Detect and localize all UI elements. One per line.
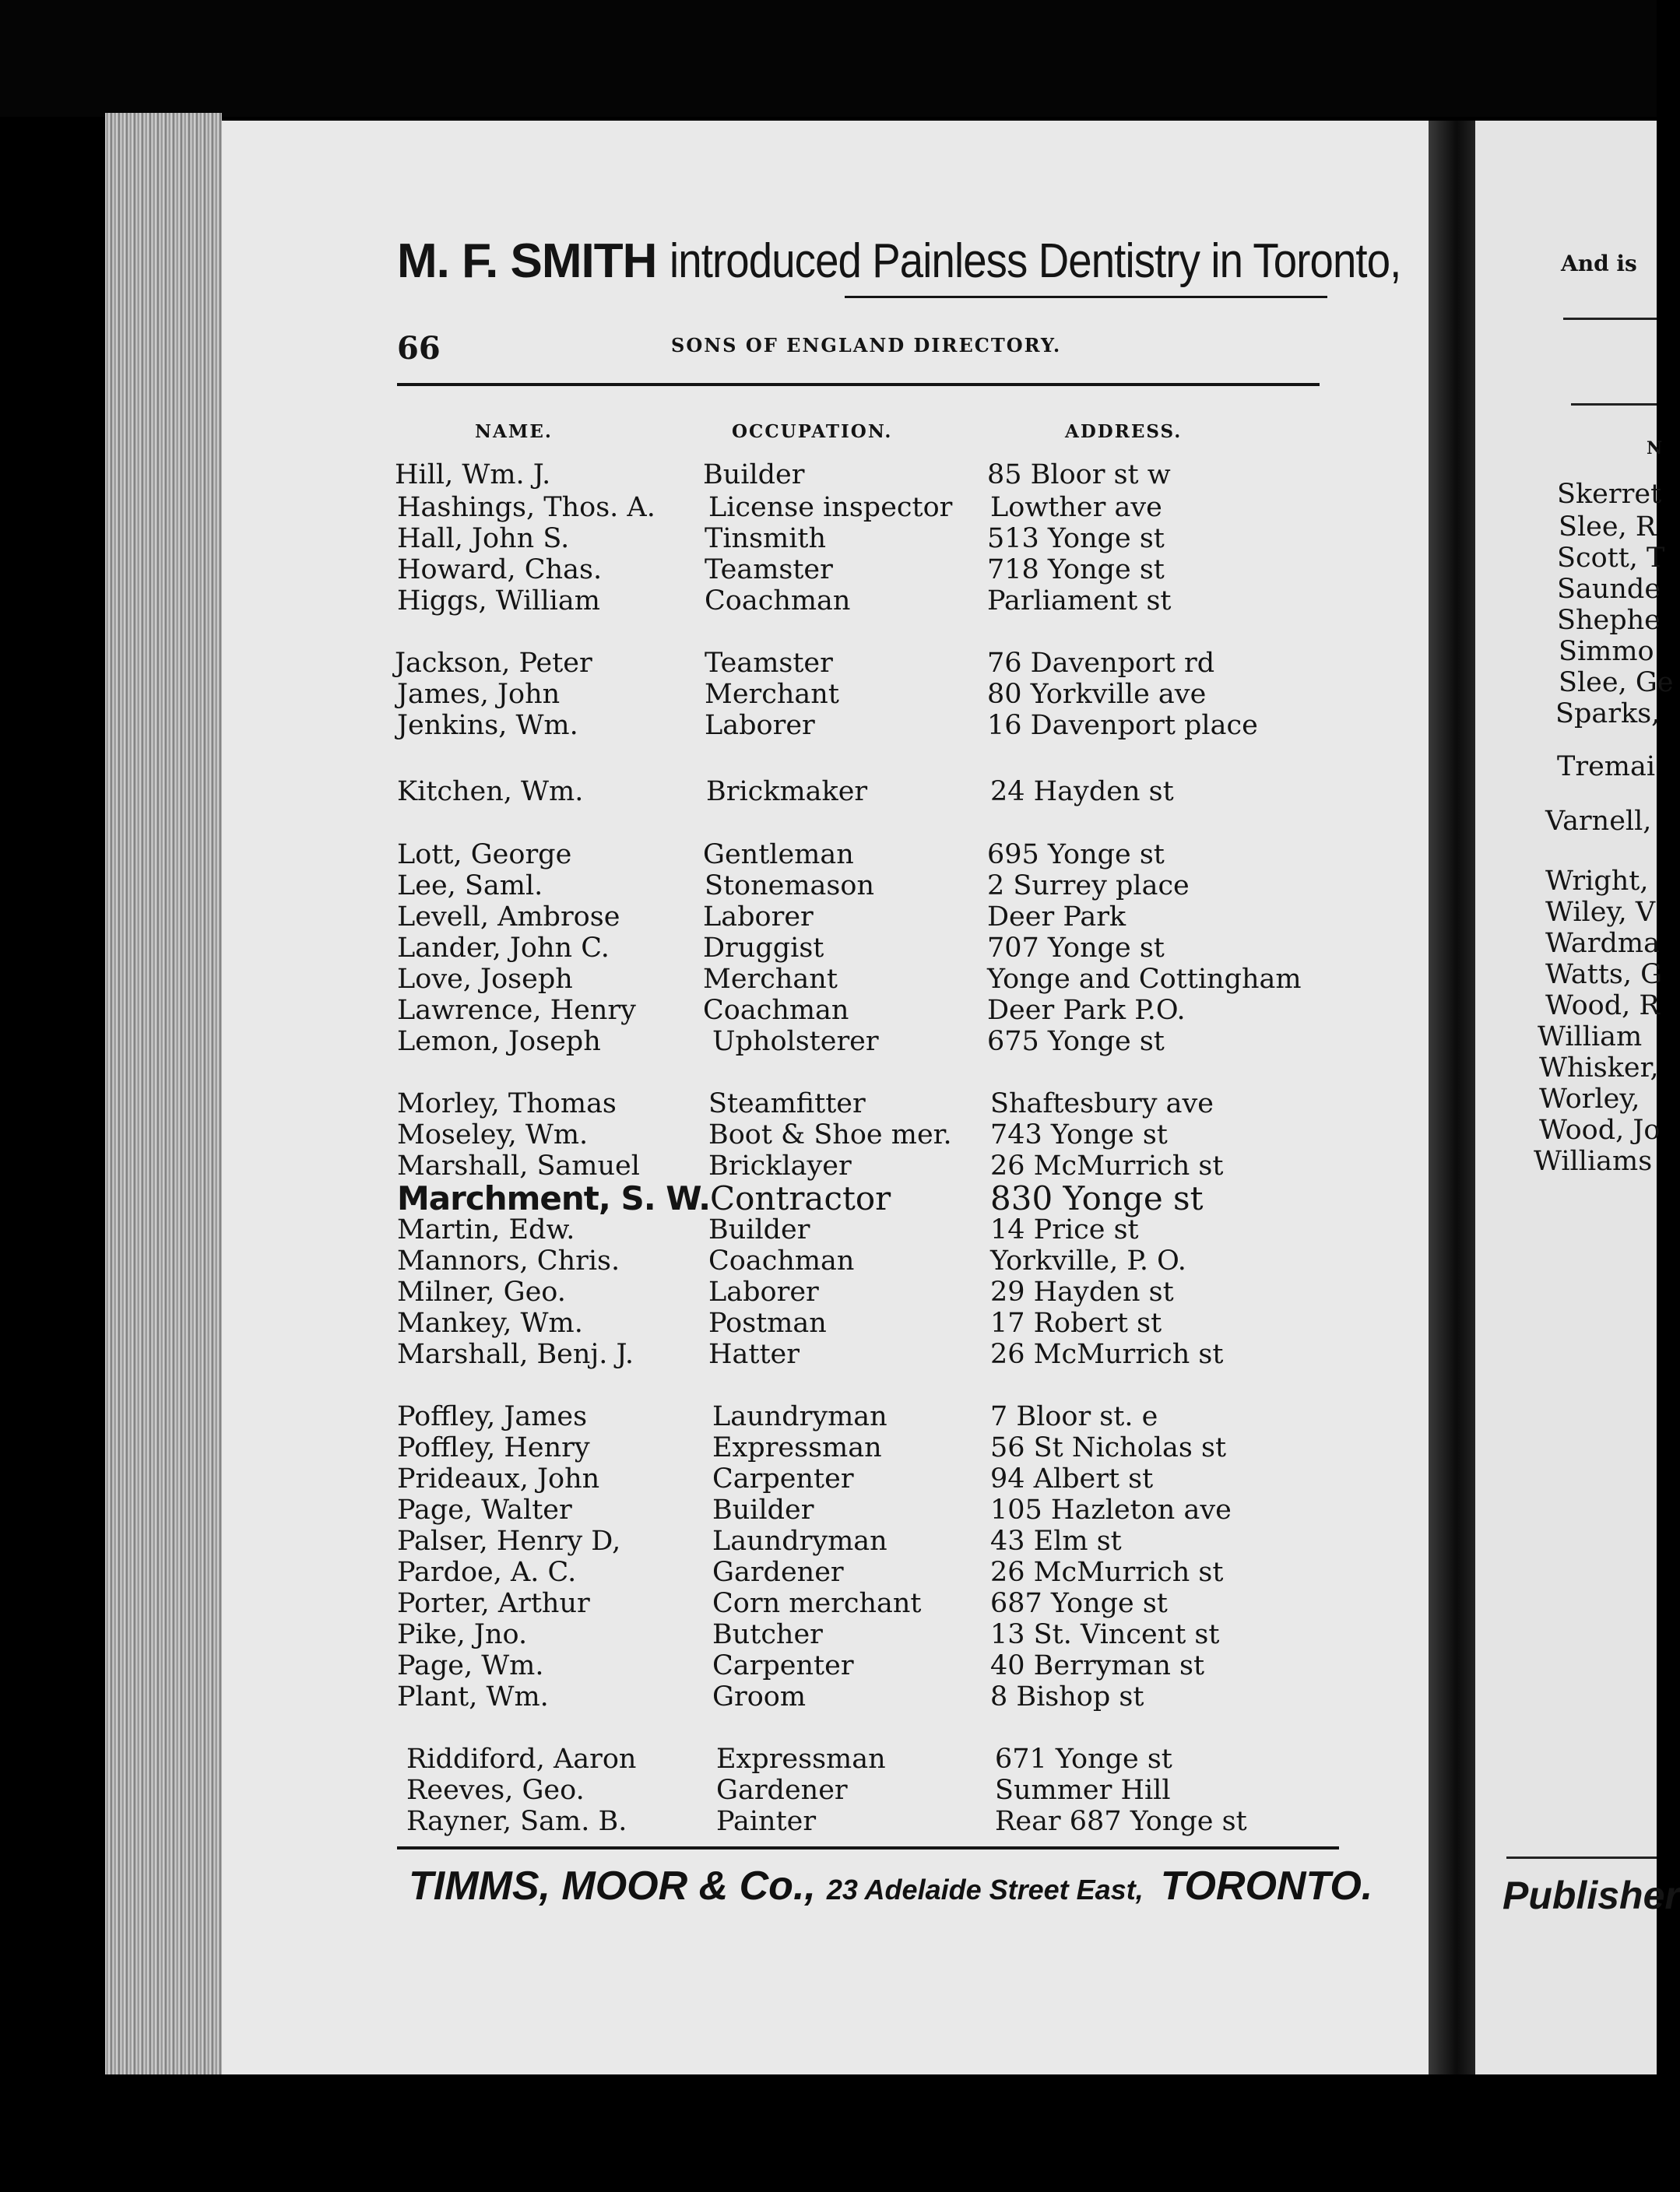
entry-address: 85 Bloor st w <box>987 459 1171 490</box>
right-page-name-fragment: Varnell, <box>1545 806 1652 837</box>
entry-occupation: Laborer <box>703 901 814 933</box>
entry-address: 76 Davenport rd <box>987 648 1215 679</box>
entry-address: 675 Yonge st <box>987 1026 1165 1057</box>
entry-address: 80 Yorkville ave <box>987 679 1207 710</box>
entry-name: James, John <box>397 679 561 710</box>
entry-name: Mannors, Chris. <box>397 1245 620 1277</box>
running-title: SONS OF ENGLAND DIRECTORY. <box>671 334 1062 357</box>
entry-occupation: Contractor <box>710 1179 891 1217</box>
entry-address: 695 Yonge st <box>987 839 1165 870</box>
entry-name: Lander, John C. <box>397 933 610 964</box>
entry-name: Reeves, Geo. <box>406 1775 585 1806</box>
entry-name: Love, Joseph <box>397 964 573 995</box>
entry-name: Kitchen, Wm. <box>397 776 584 807</box>
entry-address: Deer Park P.O. <box>987 995 1186 1026</box>
book-gutter <box>1429 121 1475 2074</box>
right-page-name-fragment: Wiley, V <box>1545 897 1656 928</box>
entry-occupation: Boot & Shoe mer. <box>708 1119 952 1150</box>
entry-address: Yonge and Cottingham <box>987 964 1302 995</box>
entry-name: Hill, Wm. J. <box>395 459 551 490</box>
right-page-name-fragment: Tremai <box>1557 751 1656 782</box>
entry-occupation: Teamster <box>705 648 833 679</box>
entry-occupation: Builder <box>712 1495 814 1526</box>
entry-occupation: Expressman <box>716 1744 886 1775</box>
entry-occupation: Carpenter <box>712 1650 854 1681</box>
entry-occupation: Expressman <box>712 1432 882 1463</box>
entry-name: Martin, Edw. <box>397 1214 575 1245</box>
entry-address: 40 Berryman st <box>990 1650 1205 1681</box>
entry-address: 17 Robert st <box>990 1308 1162 1339</box>
publisher-firm: TIMMS, MOOR & Co., <box>409 1864 816 1909</box>
entry-occupation: Stonemason <box>705 870 874 901</box>
entry-name: Poffley, Henry <box>397 1432 590 1463</box>
right-page-name-fragment: Williams <box>1534 1146 1653 1177</box>
entry-address: Rear 687 Yonge st <box>995 1806 1247 1837</box>
entry-occupation: Druggist <box>703 933 824 964</box>
entry-occupation: Carpenter <box>712 1463 854 1495</box>
entry-name: Lott, George <box>397 839 572 870</box>
right-page-name-fragment: William <box>1538 1021 1643 1052</box>
entry-address: 43 Elm st <box>990 1526 1122 1557</box>
entry-name: Howard, Chas. <box>397 554 603 585</box>
entry-address: 830 Yonge st <box>990 1179 1204 1217</box>
entry-address: 687 Yonge st <box>990 1588 1168 1619</box>
entry-name: Marchment, S. W. <box>397 1179 711 1217</box>
entry-address: Parliament st <box>987 585 1172 616</box>
right-page-rule <box>1563 318 1657 320</box>
entry-name: Marshall, Samuel <box>397 1150 640 1182</box>
entry-name: Pike, Jno. <box>397 1619 528 1650</box>
scan-border-top <box>0 0 1657 117</box>
entry-occupation: Coachman <box>703 995 849 1026</box>
entry-name: Prideaux, John <box>397 1463 600 1495</box>
entry-address: 56 St Nicholas st <box>990 1432 1227 1463</box>
entry-occupation: Laundryman <box>712 1401 887 1432</box>
entry-address: 743 Yonge st <box>990 1119 1168 1150</box>
right-page-name-fragment: Skerret <box>1557 479 1662 510</box>
entry-occupation: Painter <box>716 1806 817 1837</box>
publisher-city: TORONTO. <box>1160 1864 1373 1909</box>
entry-address: 26 McMurrich st <box>990 1150 1224 1182</box>
publisher-address: 23 Adelaide Street East, <box>826 1874 1144 1906</box>
entry-name: Rayner, Sam. B. <box>406 1806 627 1837</box>
right-page-name-fragment: Wright, <box>1545 866 1649 897</box>
right-page-footer-rule <box>1506 1857 1657 1859</box>
entry-occupation: Bricklayer <box>708 1150 852 1182</box>
entry-occupation: Laborer <box>705 710 815 741</box>
right-page-name-fragment: Wardma <box>1545 928 1660 959</box>
entry-name: Moseley, Wm. <box>397 1119 589 1150</box>
right-page-name-fragment: Wood, Jo <box>1539 1115 1661 1146</box>
entry-name: Riddiford, Aaron <box>406 1744 637 1775</box>
entry-occupation: Gardener <box>712 1557 844 1588</box>
entry-occupation: Builder <box>703 459 805 490</box>
right-page-name-fragment: Whisker, <box>1539 1052 1659 1084</box>
footer-rule <box>397 1846 1339 1850</box>
advert-name: M. F. SMITH <box>397 234 657 288</box>
entry-name: Hall, John S. <box>397 523 570 554</box>
entry-name: Jackson, Peter <box>395 648 592 679</box>
entry-name: Levell, Ambrose <box>397 901 620 933</box>
right-page-name-fragment: Worley, <box>1539 1084 1640 1115</box>
entry-occupation: License inspector <box>708 492 953 523</box>
entry-address: 14 Price st <box>990 1214 1139 1245</box>
entry-name: Plant, Wm. <box>397 1681 549 1712</box>
right-page-name-fragment: Saunde <box>1557 574 1661 605</box>
entry-occupation: Gentleman <box>703 839 854 870</box>
page-number: 66 <box>397 330 441 367</box>
scan-border-bottom <box>0 2074 1657 2192</box>
entry-occupation: Coachman <box>708 1245 855 1277</box>
column-header-occupation: OCCUPATION. <box>732 421 893 442</box>
entry-occupation: Brickmaker <box>706 776 868 807</box>
entry-address: 8 Bishop st <box>990 1681 1144 1712</box>
right-page-name-fragment: Slee, Ge <box>1559 667 1674 698</box>
entry-occupation: Laundryman <box>712 1526 887 1557</box>
book-page-edges <box>105 113 222 2074</box>
right-page-name-fragment: Scott, T <box>1557 543 1665 574</box>
entry-address: Summer Hill <box>995 1775 1171 1806</box>
right-page-name-fragment: Watts, G <box>1545 959 1663 990</box>
entry-occupation: Gardener <box>716 1775 848 1806</box>
entry-name: Page, Wm. <box>397 1650 544 1681</box>
entry-occupation: Postman <box>708 1308 827 1339</box>
entry-occupation: Merchant <box>705 679 839 710</box>
entry-address: 2 Surrey place <box>987 870 1190 901</box>
entry-name: Mankey, Wm. <box>397 1308 583 1339</box>
entry-name: Marshall, Benj. J. <box>397 1339 634 1370</box>
right-page-name-fragment: Slee, R <box>1559 511 1657 543</box>
right-page-column-fragment: N <box>1647 438 1663 458</box>
entry-address: Yorkville, P. O. <box>990 1245 1186 1277</box>
column-header-address: ADDRESS. <box>1065 421 1183 442</box>
entry-occupation: Butcher <box>712 1619 823 1650</box>
entry-address: 707 Yonge st <box>987 933 1165 964</box>
advert-slogan: introduced Painless Dentistry in Toronto, <box>669 234 1401 288</box>
right-page-footer-fragment: Publisher <box>1503 1874 1680 1917</box>
entry-address: Deer Park <box>987 901 1126 933</box>
entry-occupation: Groom <box>712 1681 807 1712</box>
entry-address: 26 McMurrich st <box>990 1557 1224 1588</box>
entry-address: Shaftesbury ave <box>990 1088 1214 1119</box>
headline-underline <box>845 296 1327 298</box>
entry-address: Lowther ave <box>990 492 1162 523</box>
entry-address: 24 Hayden st <box>990 776 1174 807</box>
entry-name: Milner, Geo. <box>397 1277 566 1308</box>
entry-name: Lee, Saml. <box>397 870 543 901</box>
entry-address: 7 Bloor st. e <box>990 1401 1158 1432</box>
entry-occupation: Hatter <box>708 1339 800 1370</box>
publisher-footer <box>409 1864 1373 1909</box>
entry-occupation: Tinsmith <box>705 523 827 554</box>
entry-name: Hashings, Thos. A. <box>397 492 655 523</box>
right-page-name-fragment: Shephe <box>1557 605 1661 636</box>
entry-occupation: Upholsterer <box>712 1026 879 1057</box>
entry-occupation: Steamfitter <box>708 1088 866 1119</box>
right-page-name-fragment: Sparks, <box>1555 698 1661 729</box>
entry-occupation: Builder <box>708 1214 810 1245</box>
entry-occupation: Merchant <box>703 964 838 995</box>
entry-name: Jenkins, Wm. <box>397 710 578 741</box>
advert-headline <box>397 234 1500 288</box>
right-page-name-fragment: Simmo <box>1559 636 1654 667</box>
right-page-header-fragment: And is <box>1561 251 1637 276</box>
entry-address: 13 St. Vincent st <box>990 1619 1220 1650</box>
entry-occupation: Corn merchant <box>712 1588 922 1619</box>
right-page-name-fragment: Wood, R <box>1545 990 1660 1021</box>
entry-name: Porter, Arthur <box>397 1588 590 1619</box>
entry-address: 671 Yonge st <box>995 1744 1172 1775</box>
entry-address: 718 Yonge st <box>987 554 1165 585</box>
entry-address: 513 Yonge st <box>987 523 1165 554</box>
entry-address: 94 Albert st <box>990 1463 1154 1495</box>
entry-name: Lawrence, Henry <box>397 995 636 1026</box>
entry-name: Poffley, James <box>397 1401 588 1432</box>
entry-address: 29 Hayden st <box>990 1277 1174 1308</box>
entry-name: Palser, Henry D, <box>397 1526 621 1557</box>
entry-address: 16 Davenport place <box>987 710 1258 741</box>
entry-occupation: Coachman <box>705 585 851 616</box>
entry-name: Morley, Thomas <box>397 1088 617 1119</box>
entry-occupation: Teamster <box>705 554 833 585</box>
header-rule <box>397 383 1320 386</box>
entry-address: 105 Hazleton ave <box>990 1495 1232 1526</box>
entry-address: 26 McMurrich st <box>990 1339 1224 1370</box>
right-page-rule <box>1571 403 1657 406</box>
entry-occupation: Laborer <box>708 1277 819 1308</box>
column-header-name: NAME. <box>475 421 553 442</box>
entry-name: Page, Walter <box>397 1495 572 1526</box>
entry-name: Lemon, Joseph <box>397 1026 601 1057</box>
entry-name: Pardoe, A. C. <box>397 1557 577 1588</box>
entry-name: Higgs, William <box>397 585 600 616</box>
